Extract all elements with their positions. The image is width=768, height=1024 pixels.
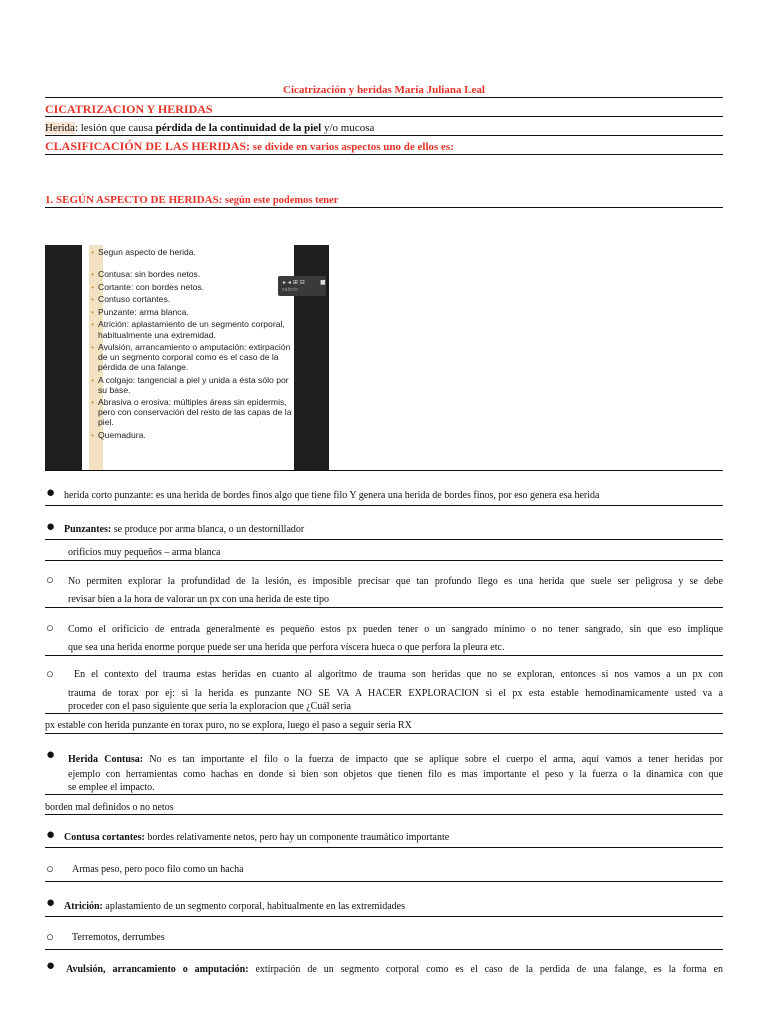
divider	[45, 560, 723, 561]
item-avulsion	[66, 963, 723, 977]
item-explorar-line1: No permiten explorar la profundidad de la lesión, es imposible precisar que tan profundo llego es una herida que suele ser peligrosa y se debe	[68, 576, 723, 587]
section1-heading	[45, 194, 338, 206]
definition-text-bold: pérdida de la continuidad de la piel	[155, 122, 322, 134]
slide-bullet-item: • Segun aspecto de herida.	[91, 247, 296, 257]
filled-bullet-icon: ●	[46, 747, 56, 763]
item-orificios: orificios muy pequeños – arma blanca	[68, 547, 221, 558]
item-contusa-line1	[68, 753, 723, 767]
divider	[45, 539, 723, 540]
divider	[45, 97, 723, 98]
filled-bullet-icon: ●	[46, 485, 56, 501]
item-corto-punzante: herida corto punzante: es una herida de bordes finos algo que tiene filo Y genera una herida de bordes finos, por eso genera esa herida	[64, 490, 600, 501]
section1-text: según este podemos tener	[222, 195, 339, 206]
punzantes-text: se produce por arma blanca, o un destornillador	[111, 524, 305, 535]
contusa-cortantes-label: Contusa cortantes:	[64, 832, 145, 843]
contusa-cortantes-text: bordes relativamente netos, pero hay un componente traumático importante	[144, 832, 450, 843]
atricion-label: Atrición:	[64, 901, 103, 912]
item-punzantes	[64, 523, 304, 537]
section1-label: 1. SEGÚN ASPECTO DE HERIDAS:	[45, 194, 223, 206]
definition-text-post: y/o mucosa	[321, 122, 375, 134]
divider	[45, 949, 723, 950]
divider	[45, 881, 723, 882]
toolbar-icons[interactable]: ▸ ◂ ⊞ ⊟	[283, 279, 305, 286]
open-bullet-icon: ○	[46, 929, 54, 944]
divider	[45, 655, 723, 656]
slide-bullet-item: • Cortante: con bordes netos.	[91, 282, 296, 292]
divider	[45, 713, 723, 714]
item-atricion	[64, 900, 405, 914]
divider	[45, 135, 723, 136]
divider	[45, 814, 723, 815]
avulsion-text: extirpación de un segmento corporal como es el caso de la perdida de una falange, es la forma en	[248, 964, 723, 975]
slide-bullet-item: • Abrasiva o erosiva: múltiples áreas sin epidermis, pero con conservación del resto de las capas de la piel.	[91, 397, 296, 427]
slide-bullet-item: • Atrición: aplastamiento de un segmento corporal, habitualmente una extremidad.	[91, 319, 296, 339]
filled-bullet-icon: ●	[46, 519, 56, 535]
divider	[45, 794, 723, 795]
open-bullet-icon: ○	[46, 666, 54, 681]
item-armas: Armas peso, pero poco filo como un hacha	[72, 864, 244, 875]
divider	[45, 607, 723, 608]
open-bullet-icon: ○	[46, 620, 54, 635]
contusa-text1: No es tan importante el filo o la fuerza de impacto que se aplique sobre el cuerpo el arma, aquí vamos a tener heridas por	[143, 754, 723, 765]
divider	[45, 505, 723, 506]
open-bullet-icon: ○	[46, 572, 54, 587]
item-terremotos: Terremotos, derrumbes	[72, 932, 165, 943]
definition-term: Herida	[45, 122, 75, 134]
divider	[45, 733, 723, 734]
punzantes-label: Punzantes:	[64, 524, 112, 535]
contusa-label: Herida Contusa:	[68, 754, 144, 765]
classification-text: se divide en varios aspectos uno de ellos es:	[250, 141, 454, 153]
slide-bullet-item: • Contusa: sin bordes netos.	[91, 269, 296, 279]
item-trauma-line4: px estable con herida punzante en torax puro, no se explora, luego el paso a seguir seria RX	[45, 720, 412, 731]
item-orificio-line1: Como el orificicio de entrada generalmente es pequeño estos px pueden tener o un sangrado mínimo o no tener sangrado, sin que eso implique	[68, 624, 723, 635]
slide-bullet-item: • A colgajo: tangencial a piel y unida a ésta sólo por su base.	[91, 375, 296, 395]
filled-bullet-icon: ●	[46, 827, 56, 843]
slide-bullet-list	[91, 247, 299, 442]
filled-bullet-icon: ●	[46, 895, 56, 911]
classification-heading	[45, 139, 454, 154]
open-bullet-icon: ○	[46, 861, 54, 876]
filled-bullet-icon: ●	[46, 958, 56, 974]
slide-spacer	[91, 259, 296, 269]
definition-text-pre: : lesión que causa	[74, 122, 156, 134]
heading-cicatrizacion: CICATRIZACION Y HERIDAS	[45, 102, 213, 116]
item-trauma-line2: trauma de torax por ej: si la herida es punzante NO SE VA A HACER EXPLORACION si el px esta estable hemodinamicamente usted va a	[68, 688, 723, 699]
item-explorar-line2: revisar bien a la hora de valorar un px con una herida de este tipo	[68, 594, 330, 605]
slide-bullet-item: • Quemadura.	[91, 430, 296, 440]
definition-line	[45, 121, 374, 135]
divider	[45, 207, 723, 208]
item-borden: borden mal definidos o no netos	[45, 802, 174, 813]
classification-label: CLASIFICACIÓN DE LAS HERIDAS:	[45, 139, 251, 153]
item-contusa-cortantes	[64, 831, 449, 845]
toolbar-caption: sabritr	[282, 287, 299, 293]
slide-bullet-item: • Avulsión, arrancamiento o amputación: extirpación de un segmento corporal como es el caso de la pérdida de una falange.	[91, 342, 296, 372]
item-orificio-line2: que sea una herida enorme porque puede ser una herida que perfora víscera hueca o que perfora la pleura etc.	[68, 642, 505, 653]
item-contusa-line3: se emplee el impacto.	[68, 782, 155, 793]
divider	[45, 847, 723, 848]
slide-image	[45, 245, 329, 471]
document-title: Cicatrización y heridas María Juliana Leal	[283, 84, 485, 96]
divider	[45, 116, 723, 117]
avulsion-label: Avulsión, arrancamiento o amputación:	[66, 964, 249, 975]
toolbar-close-icon[interactable]: ■	[320, 279, 326, 286]
divider	[45, 916, 723, 917]
item-trauma-line1: En el contexto del trauma estas heridas en cuanto al algoritmo de trauma son heridas que no se exploran, entonces si nos vamos a un px con	[74, 669, 723, 680]
divider	[45, 470, 723, 471]
slide-bullet-item: • Contuso cortantes.	[91, 294, 296, 304]
divider	[45, 154, 723, 155]
item-trauma-line3: proceder con el paso siguiente que seria la exploracion que ¿Cuál seria	[68, 701, 351, 712]
atricion-text: aplastamiento de un segmento corporal, habitualmente en las extremidades	[102, 901, 406, 912]
slide-bullet-item: • Punzante: arma blanca.	[91, 307, 296, 317]
slide-floating-toolbar[interactable]	[278, 276, 326, 296]
item-contusa-line2: ejemplo con herramientas como hachas en donde si bien son objetos que tienen filo es mas importante el peso y la fuerza o la dinamica con que	[68, 769, 723, 780]
